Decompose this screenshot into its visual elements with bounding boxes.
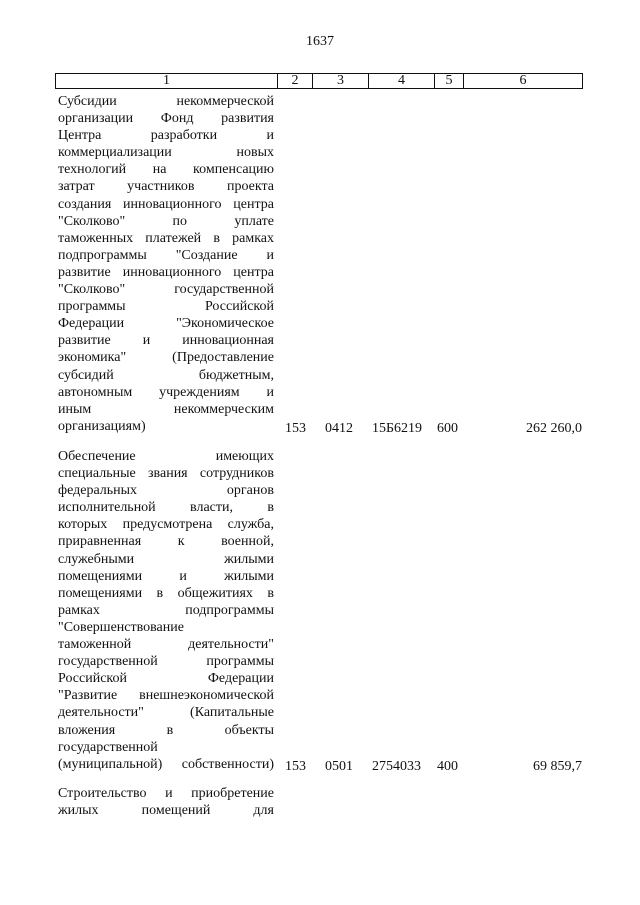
row-1-col-4: 15Б6219 bbox=[372, 421, 423, 436]
description-line: автономным учреждениям и bbox=[58, 384, 274, 400]
row-2-col-4: 2754033 bbox=[372, 759, 421, 774]
description-line: Центра разработки и bbox=[58, 128, 274, 144]
row-2-col-5: 400 bbox=[437, 759, 458, 774]
description-line: создания инновационного центра bbox=[58, 196, 274, 212]
description-line: таможенной деятельности" bbox=[58, 637, 274, 653]
description-line: "Сколково" государственной bbox=[58, 282, 274, 298]
page-number: 1637 bbox=[306, 34, 334, 49]
header-col-3: 3 bbox=[313, 74, 369, 88]
header-col-5: 5 bbox=[435, 74, 464, 88]
description-line: программы Российской bbox=[58, 299, 274, 315]
description-line: Российской Федерации bbox=[58, 671, 274, 687]
description-line: служебными жилыми bbox=[58, 551, 274, 567]
description-line: федеральных органов bbox=[58, 483, 274, 499]
row-2-col-6: 69 859,7 bbox=[533, 759, 582, 774]
description-line: развитие инновационного центра bbox=[58, 264, 274, 280]
description-line: "Развитие внешнеэкономической bbox=[58, 688, 274, 704]
description-line: субсидий бюджетным, bbox=[58, 367, 274, 383]
description-line: "Сколково" по уплате bbox=[58, 213, 274, 229]
description-line: таможенных платежей в рамках bbox=[58, 230, 274, 246]
description-line: рамках подпрограммы bbox=[58, 602, 274, 618]
row-1-col-3: 0412 bbox=[325, 421, 353, 436]
description-line: помещениями и жилыми bbox=[58, 568, 274, 584]
header-col-4: 4 bbox=[369, 74, 435, 88]
description-line: иным некоммерческим bbox=[58, 401, 274, 417]
description-line: экономика" (Предоставление bbox=[58, 350, 274, 366]
description-line: подпрограммы "Создание и bbox=[58, 247, 274, 263]
description-line: Субсидии некоммерческой bbox=[58, 94, 274, 109]
table-header bbox=[55, 73, 583, 89]
description-line: (муниципальной) собственности) bbox=[58, 756, 274, 772]
description-line: приравненная к военной, bbox=[58, 534, 274, 550]
description-line: развитие и инновационная bbox=[58, 333, 274, 349]
description-line: специальные звания сотрудников bbox=[58, 466, 274, 482]
row-1-col-6: 262 260,0 bbox=[526, 421, 582, 436]
description-line: организациям) bbox=[58, 418, 146, 434]
description-line: Федерации "Экономическое bbox=[58, 316, 274, 332]
description-line: деятельности" (Капитальные bbox=[58, 705, 274, 721]
description-line: затрат участников проекта bbox=[58, 179, 274, 195]
description-line: исполнительной власти, в bbox=[58, 500, 274, 516]
description-line: организации Фонд развития bbox=[58, 111, 274, 127]
header-col-2: 2 bbox=[278, 74, 313, 88]
header-col-1: 1 bbox=[56, 74, 278, 88]
row-1-col-5: 600 bbox=[437, 421, 458, 436]
description-line: вложения в объекты bbox=[58, 722, 274, 738]
row-1-col-2: 153 bbox=[285, 421, 306, 436]
header-col-6: 6 bbox=[519, 73, 527, 88]
description-line: Строительство и приобретение bbox=[58, 786, 274, 801]
description-line: жилых помещений для bbox=[58, 803, 274, 819]
description-line: технологий на компенсацию bbox=[58, 162, 274, 178]
row-2-col-2: 153 bbox=[285, 759, 306, 774]
description-line: "Совершенствование bbox=[58, 619, 184, 635]
description-line: государственной программы bbox=[58, 654, 274, 670]
row-3-description bbox=[58, 785, 274, 819]
row-1-description bbox=[58, 93, 274, 435]
description-line: государственной bbox=[58, 739, 158, 755]
description-line: которых предусмотрена служба, bbox=[58, 517, 274, 533]
description-line: коммерциализации новых bbox=[58, 145, 274, 161]
row-2-description bbox=[58, 448, 274, 773]
row-2-col-3: 0501 bbox=[325, 759, 353, 774]
description-line: Обеспечение имеющих bbox=[58, 449, 274, 464]
description-line: помещениями в общежитиях в bbox=[58, 585, 274, 601]
